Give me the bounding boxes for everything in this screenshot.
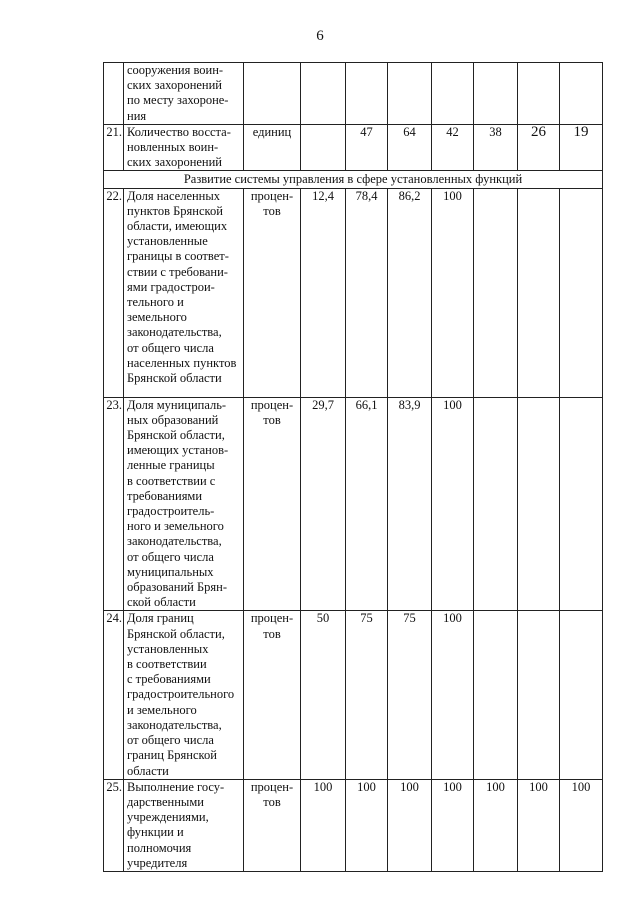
name-line: ями градострои-	[127, 279, 215, 294]
unit-of-measure	[244, 124, 301, 171]
unit-line: тов	[263, 794, 281, 809]
name-line: законодательства,	[127, 717, 222, 732]
unit-line: процен-	[250, 397, 294, 412]
row-number: 22.	[104, 188, 124, 397]
value-cell: 47	[346, 124, 388, 171]
value-cell: 29,7	[301, 397, 346, 611]
name-line: Доля границ	[127, 611, 194, 626]
unit-line: процен-	[250, 779, 294, 794]
cell-value	[301, 63, 346, 125]
cell-num	[104, 63, 124, 125]
table-body	[104, 63, 603, 872]
value-cell: 50	[301, 611, 346, 779]
name-line: Брянской области	[127, 371, 222, 386]
name-line: образований Брян-	[127, 580, 228, 595]
name-line: с требованиями	[127, 672, 211, 687]
value-cell: 100	[432, 188, 474, 397]
value-cell: 100	[388, 779, 432, 871]
name-line: области, имеющих	[127, 219, 228, 234]
name-line: учреждениями,	[127, 810, 209, 825]
value-cell	[301, 124, 346, 171]
value-cell: 75	[388, 611, 432, 779]
value-cell	[560, 188, 603, 397]
value-cell	[474, 397, 518, 611]
unit-line: тов	[263, 203, 281, 218]
name-line: земельного	[127, 310, 187, 325]
name-line: установленные	[127, 234, 208, 249]
name-line: населенных пунктов	[127, 355, 237, 370]
name-line: Брянской области,	[127, 428, 225, 443]
name-line: пунктов Брянской	[127, 203, 223, 218]
indicator-name	[124, 397, 244, 611]
unit-line: единиц	[252, 124, 292, 139]
name-line: и земельного	[127, 702, 197, 717]
cell-name	[124, 63, 244, 125]
name-line: Количество восста-	[127, 124, 231, 139]
unit-of-measure	[244, 611, 301, 779]
name-line: в соответствии с	[127, 473, 216, 488]
name-line: ного и земельного	[127, 519, 224, 534]
row-number: 25.	[104, 779, 124, 871]
table-row	[104, 397, 603, 611]
cell-value	[388, 63, 432, 125]
name-line: от общего числа	[127, 340, 214, 355]
name-line: Выполнение госу-	[127, 779, 225, 794]
name-line: учредителя	[127, 855, 188, 870]
unit-line: процен-	[250, 188, 294, 203]
name-line: сооружения воин-	[127, 63, 224, 77]
cell-unit	[244, 63, 301, 125]
name-line: градостроитель-	[127, 504, 215, 519]
value-cell: 100	[301, 779, 346, 871]
name-line: ских захоронений	[127, 155, 223, 170]
cell-value	[432, 63, 474, 125]
unit-of-measure	[244, 397, 301, 611]
unit-line: процен-	[250, 611, 294, 626]
name-line: тельного и	[127, 295, 184, 310]
name-line: границы в соответ-	[127, 249, 229, 264]
value-cell: 38	[474, 124, 518, 171]
name-line: Доля населенных	[127, 188, 221, 203]
unit-of-measure	[244, 779, 301, 871]
name-line: ных образований	[127, 412, 219, 427]
value-cell: 19	[560, 124, 603, 171]
table-row	[104, 779, 603, 871]
value-cell	[560, 397, 603, 611]
value-cell: 12,4	[301, 188, 346, 397]
value-cell	[474, 611, 518, 779]
row-number: 24.	[104, 611, 124, 779]
table-row	[104, 188, 603, 397]
page-number: 6	[316, 28, 324, 44]
indicator-name	[124, 124, 244, 171]
value-cell: 100	[560, 779, 603, 871]
value-cell	[518, 397, 560, 611]
name-line: ния	[127, 108, 147, 123]
value-cell: 100	[432, 397, 474, 611]
row-number: 21.	[104, 124, 124, 171]
value-cell: 78,4	[346, 188, 388, 397]
name-line: границ Брянской	[127, 748, 217, 763]
value-cell: 100	[518, 779, 560, 871]
indicators-table	[103, 62, 603, 872]
indicator-name	[124, 611, 244, 779]
name-line: функции и	[127, 825, 184, 840]
name-line: области	[127, 763, 169, 778]
name-line: ленные границы	[127, 458, 215, 473]
cell-value	[560, 63, 603, 125]
name-line: от общего числа	[127, 733, 214, 748]
value-cell: 75	[346, 611, 388, 779]
name-line: новленных воин-	[127, 140, 219, 155]
name-line: ской области	[127, 595, 196, 610]
value-cell: 100	[474, 779, 518, 871]
name-line: установленных	[127, 641, 209, 656]
indicator-name	[124, 188, 244, 397]
unit-line: тов	[263, 412, 281, 427]
name-line: дарственными	[127, 794, 204, 809]
value-cell: 83,9	[388, 397, 432, 611]
cell-value	[518, 63, 560, 125]
value-cell: 86,2	[388, 188, 432, 397]
name-line: ских захоронений	[127, 78, 223, 93]
name-line: ствии с требовани-	[127, 264, 228, 279]
section-title: Развитие системы управления в сфере установленных функций	[104, 171, 603, 188]
unit-of-measure	[244, 188, 301, 397]
name-line: требованиями	[127, 488, 203, 503]
name-line: муниципальных	[127, 564, 214, 579]
value-cell: 100	[346, 779, 388, 871]
value-cell	[518, 188, 560, 397]
name-line: Доля муниципаль-	[127, 397, 227, 412]
name-line: полномочия	[127, 840, 192, 855]
name-line: градостроительного	[127, 687, 235, 702]
value-cell: 64	[388, 124, 432, 171]
indicator-name	[124, 779, 244, 871]
row-number: 23.	[104, 397, 124, 611]
table-row	[104, 124, 603, 171]
name-line: имеющих установ-	[127, 443, 229, 458]
value-cell: 100	[432, 779, 474, 871]
table-row	[104, 611, 603, 779]
value-cell: 42	[432, 124, 474, 171]
value-cell	[560, 611, 603, 779]
name-line: по месту захороне-	[127, 93, 229, 108]
value-cell	[518, 611, 560, 779]
name-line: законодательства,	[127, 325, 222, 340]
unit-line: тов	[263, 626, 281, 641]
name-line: от общего числа	[127, 549, 214, 564]
value-cell: 66,1	[346, 397, 388, 611]
section-row	[104, 171, 603, 188]
value-cell: 100	[432, 611, 474, 779]
name-line: Брянской области,	[127, 626, 225, 641]
cell-value	[474, 63, 518, 125]
name-line: в соответствии	[127, 657, 207, 672]
name-line: законодательства,	[127, 534, 222, 549]
table-row-continued	[104, 63, 603, 125]
value-cell: 26	[518, 124, 560, 171]
value-cell	[474, 188, 518, 397]
cell-value	[346, 63, 388, 125]
